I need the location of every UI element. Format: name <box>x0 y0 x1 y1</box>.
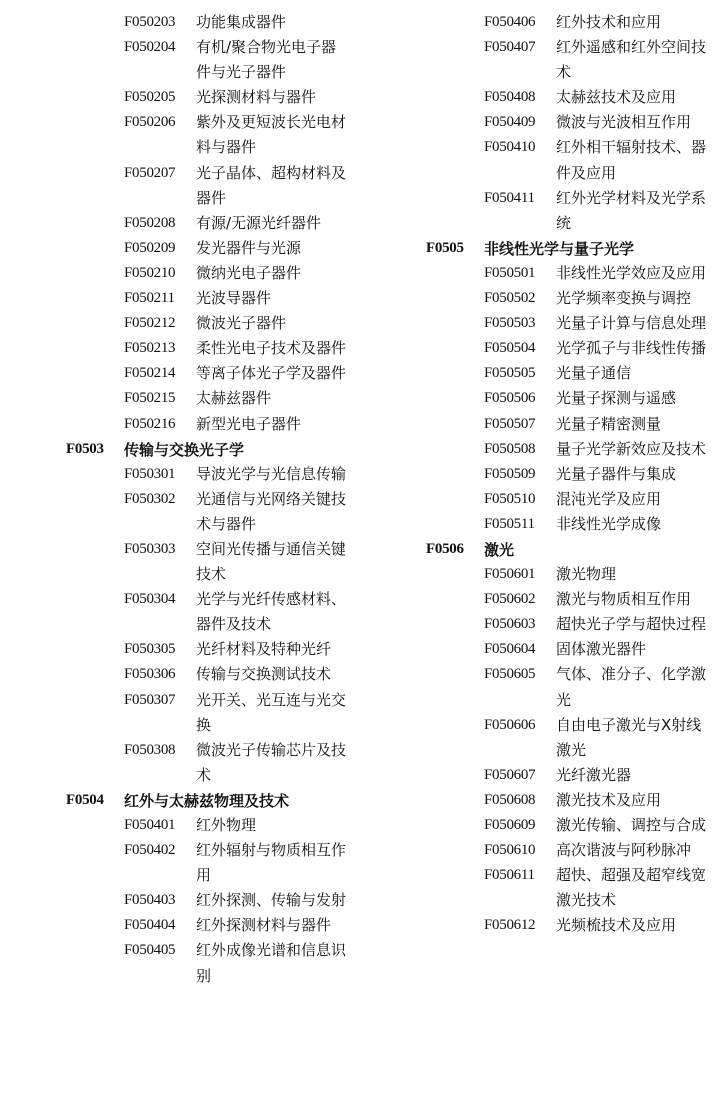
entry-code: F050216 <box>124 415 176 432</box>
code-entry <box>426 10 720 35</box>
entry-code: F050405 <box>124 942 176 959</box>
code-entry <box>0 688 358 738</box>
code-entry <box>426 437 720 462</box>
entry-code: F050407 <box>484 39 536 56</box>
entry-title: 新型光电子器件 <box>196 414 302 433</box>
code-entry <box>0 110 358 160</box>
entry-title: 太赫兹技术及应用 <box>556 88 677 107</box>
code-entry <box>426 763 720 788</box>
entry-code: F050306 <box>124 666 176 683</box>
code-entry <box>0 386 358 411</box>
code-entry <box>0 888 358 913</box>
code-entry <box>0 286 358 311</box>
section-heading <box>0 788 358 813</box>
code-entry <box>0 913 358 938</box>
entry-title: 非线性光学效应及应用 <box>556 263 707 282</box>
entry-code: F050609 <box>484 817 536 833</box>
entry-title: 微波与光波相互作用 <box>556 113 692 132</box>
entry-code: F050610 <box>484 842 536 859</box>
entry-title: 空间光传播与通信关键技术 <box>196 539 347 584</box>
entry-code: F050504 <box>484 340 536 357</box>
entry-code: F050501 <box>484 264 536 281</box>
entry-code: F050401 <box>124 817 176 833</box>
entry-code: F050404 <box>124 917 176 934</box>
entry-code: F050511 <box>484 515 535 532</box>
entry-title: 光纤材料及特种光纤 <box>196 640 332 659</box>
code-entry <box>426 512 720 537</box>
entry-title: 超快光子学与超快过程 <box>556 615 707 634</box>
entry-title: 激光传输、调控与合成 <box>556 816 707 834</box>
code-entry <box>426 311 720 336</box>
entry-code: F050305 <box>124 641 176 658</box>
section-title: 传输与交换光子学 <box>124 440 245 459</box>
code-entry <box>0 838 358 888</box>
entry-code: F050601 <box>484 566 536 583</box>
entry-title: 光量子探测与遥感 <box>556 389 677 408</box>
entry-title: 光学孤子与非线性传播 <box>556 339 707 358</box>
code-entry <box>426 713 720 763</box>
entry-title: 超快、超强及超窄线宽激光技术 <box>556 866 707 910</box>
entry-code: F050403 <box>124 892 176 909</box>
entry-code: F050604 <box>484 641 536 658</box>
code-entry <box>426 487 720 512</box>
entry-code: F050406 <box>484 14 536 30</box>
entry-title: 导波光学与光信息传输 <box>196 464 347 483</box>
entry-title: 固体激光器件 <box>556 640 647 659</box>
code-entry <box>426 135 720 185</box>
code-entry <box>426 913 720 938</box>
code-entry <box>0 537 358 587</box>
entry-code: F050304 <box>124 591 176 608</box>
entry-code: F050611 <box>484 867 535 884</box>
entry-title: 量子光学新效应及技术 <box>556 439 707 458</box>
entry-code: F050210 <box>124 264 176 281</box>
entry-title: 红外物理 <box>196 816 257 834</box>
code-entry <box>426 813 720 838</box>
code-entry <box>0 311 358 336</box>
entry-title: 等离子体光子学及器件 <box>196 364 347 383</box>
entry-title: 混沌光学及应用 <box>556 489 662 508</box>
section-heading <box>426 236 720 261</box>
entry-title: 红外光学材料及光学系统 <box>556 188 707 232</box>
entry-title: 微波光子传输芯片及技术 <box>196 740 347 784</box>
code-entry <box>0 938 358 988</box>
entry-title: 微波光子器件 <box>196 314 287 333</box>
code-entry <box>426 863 720 913</box>
code-entry <box>0 161 358 211</box>
entry-code: F050503 <box>484 315 536 332</box>
section-title: 非线性光学与量子光学 <box>484 239 635 258</box>
entry-code: F050509 <box>484 465 536 482</box>
right-column <box>426 10 720 938</box>
code-entry <box>0 261 358 286</box>
entry-code: F050205 <box>124 89 176 106</box>
entry-code: F050411 <box>484 189 535 206</box>
code-entry <box>0 361 358 386</box>
entry-title: 紫外及更短波长光电材料与器件 <box>196 113 347 157</box>
entry-title: 光通信与光网络关键技术与器件 <box>196 489 347 533</box>
entry-code: F050510 <box>484 490 536 507</box>
entry-title: 光子晶体、超构材料及器件 <box>196 163 347 207</box>
section-title: 激光 <box>484 541 515 560</box>
entry-title: 传输与交换测试技术 <box>196 665 332 684</box>
entry-title: 发光器件与光源 <box>196 238 302 257</box>
code-entry <box>426 838 720 863</box>
code-entry <box>0 738 358 788</box>
code-entry <box>426 336 720 361</box>
entry-title: 气体、准分子、化学激光 <box>556 665 707 709</box>
code-entry <box>426 35 720 85</box>
code-entry <box>426 361 720 386</box>
code-entry <box>0 336 358 361</box>
code-entry <box>426 110 720 135</box>
entry-title: 激光技术及应用 <box>556 790 662 809</box>
code-entry <box>0 587 358 637</box>
entry-code: F050215 <box>124 390 176 407</box>
entry-title: 光学与光纤传感材料、器件及技术 <box>196 590 347 634</box>
section-code: F0506 <box>426 541 464 558</box>
code-entry <box>426 462 720 487</box>
code-entry <box>0 85 358 110</box>
code-entry <box>426 662 720 712</box>
code-entry <box>426 85 720 110</box>
entry-code: F050207 <box>124 164 176 181</box>
entry-title: 红外相干辐射技术、器件及应用 <box>556 138 707 182</box>
code-entry <box>426 788 720 813</box>
code-entry <box>0 637 358 662</box>
entry-title: 激光与物质相互作用 <box>556 590 692 609</box>
section-title: 红外与太赫兹物理及技术 <box>124 791 290 810</box>
code-entry <box>426 386 720 411</box>
code-entry <box>0 236 358 261</box>
entry-title: 微纳光电子器件 <box>196 263 302 282</box>
entry-code: F050301 <box>124 465 176 482</box>
entry-code: F050204 <box>124 39 176 56</box>
entry-title: 光频梳技术及应用 <box>556 916 677 935</box>
entry-title: 红外技术和应用 <box>556 13 662 31</box>
section-code: F0504 <box>66 791 104 808</box>
section-heading <box>0 437 358 462</box>
entry-code: F050507 <box>484 415 536 432</box>
entry-title: 自由电子激光与X射线激光 <box>556 715 702 759</box>
code-entry <box>426 637 720 662</box>
entry-code: F050603 <box>484 616 536 633</box>
entry-title: 有源/无源光纤器件 <box>196 213 322 232</box>
entry-title: 非线性光学成像 <box>556 514 662 533</box>
entry-title: 太赫兹器件 <box>196 389 272 408</box>
code-entry <box>426 587 720 612</box>
entry-code: F050203 <box>124 14 176 30</box>
entry-code: F050502 <box>484 290 536 307</box>
code-entry <box>0 813 358 838</box>
entry-title: 光量子精密测量 <box>556 414 662 433</box>
entry-code: F050206 <box>124 114 176 131</box>
entry-title: 红外探测材料与器件 <box>196 916 332 935</box>
code-entry <box>426 612 720 637</box>
code-entry <box>426 412 720 437</box>
entry-title: 光纤激光器 <box>556 765 632 784</box>
entry-title: 光量子器件与集成 <box>556 464 677 483</box>
entry-code: F050606 <box>484 716 536 733</box>
entry-code: F050607 <box>484 766 536 783</box>
code-entry <box>0 487 358 537</box>
entry-code: F050408 <box>484 89 536 106</box>
entry-code: F050213 <box>124 340 176 357</box>
entry-code: F050410 <box>484 139 536 156</box>
entry-code: F050605 <box>484 666 536 683</box>
code-entry <box>0 211 358 236</box>
entry-code: F050211 <box>124 290 175 307</box>
entry-title: 光量子通信 <box>556 364 632 383</box>
entry-title: 红外成像光谱和信息识别 <box>196 941 347 985</box>
entry-code: F050214 <box>124 365 176 382</box>
section-code: F0505 <box>426 239 464 256</box>
code-entry <box>426 261 720 286</box>
entry-title: 功能集成器件 <box>196 13 287 31</box>
code-entry <box>0 462 358 487</box>
entry-code: F050308 <box>124 741 176 758</box>
code-entry <box>0 412 358 437</box>
section-heading <box>426 537 720 562</box>
entry-code: F050302 <box>124 490 176 507</box>
code-entry <box>0 662 358 687</box>
code-entry <box>426 286 720 311</box>
entry-title: 有机/聚合物光电子器件与光子器件 <box>196 38 337 82</box>
entry-title: 光开关、光互连与光交换 <box>196 690 347 734</box>
entry-title: 光学频率变换与调控 <box>556 289 692 308</box>
entry-code: F050209 <box>124 239 176 256</box>
entry-code: F050505 <box>484 365 536 382</box>
entry-code: F050602 <box>484 591 536 608</box>
entry-title: 光探测材料与器件 <box>196 88 317 107</box>
entry-code: F050506 <box>484 390 536 407</box>
section-code: F0503 <box>66 440 104 457</box>
entry-title: 高次谐波与阿秒脉冲 <box>556 841 692 860</box>
code-entry <box>0 35 358 85</box>
entry-title: 激光物理 <box>556 565 617 584</box>
entry-code: F050208 <box>124 214 176 231</box>
entry-code: F050508 <box>484 440 536 457</box>
entry-code: F050303 <box>124 540 176 557</box>
entry-title: 红外探测、传输与发射 <box>196 891 347 910</box>
entry-title: 光量子计算与信息处理 <box>556 314 707 333</box>
entry-code: F050409 <box>484 114 536 131</box>
code-entry <box>426 186 720 236</box>
code-entry <box>426 562 720 587</box>
entry-title: 光波导器件 <box>196 289 272 308</box>
entry-code: F050608 <box>484 791 536 808</box>
entry-code: F050612 <box>484 917 536 934</box>
entry-code: F050307 <box>124 691 176 708</box>
entry-title: 柔性光电子技术及器件 <box>196 339 347 358</box>
entry-title: 红外辐射与物质相互作用 <box>196 841 347 885</box>
entry-title: 红外遥感和红外空间技术 <box>556 38 707 82</box>
entry-code: F050212 <box>124 315 176 332</box>
left-column <box>0 10 358 989</box>
entry-code: F050402 <box>124 842 176 859</box>
code-entry <box>0 10 358 35</box>
